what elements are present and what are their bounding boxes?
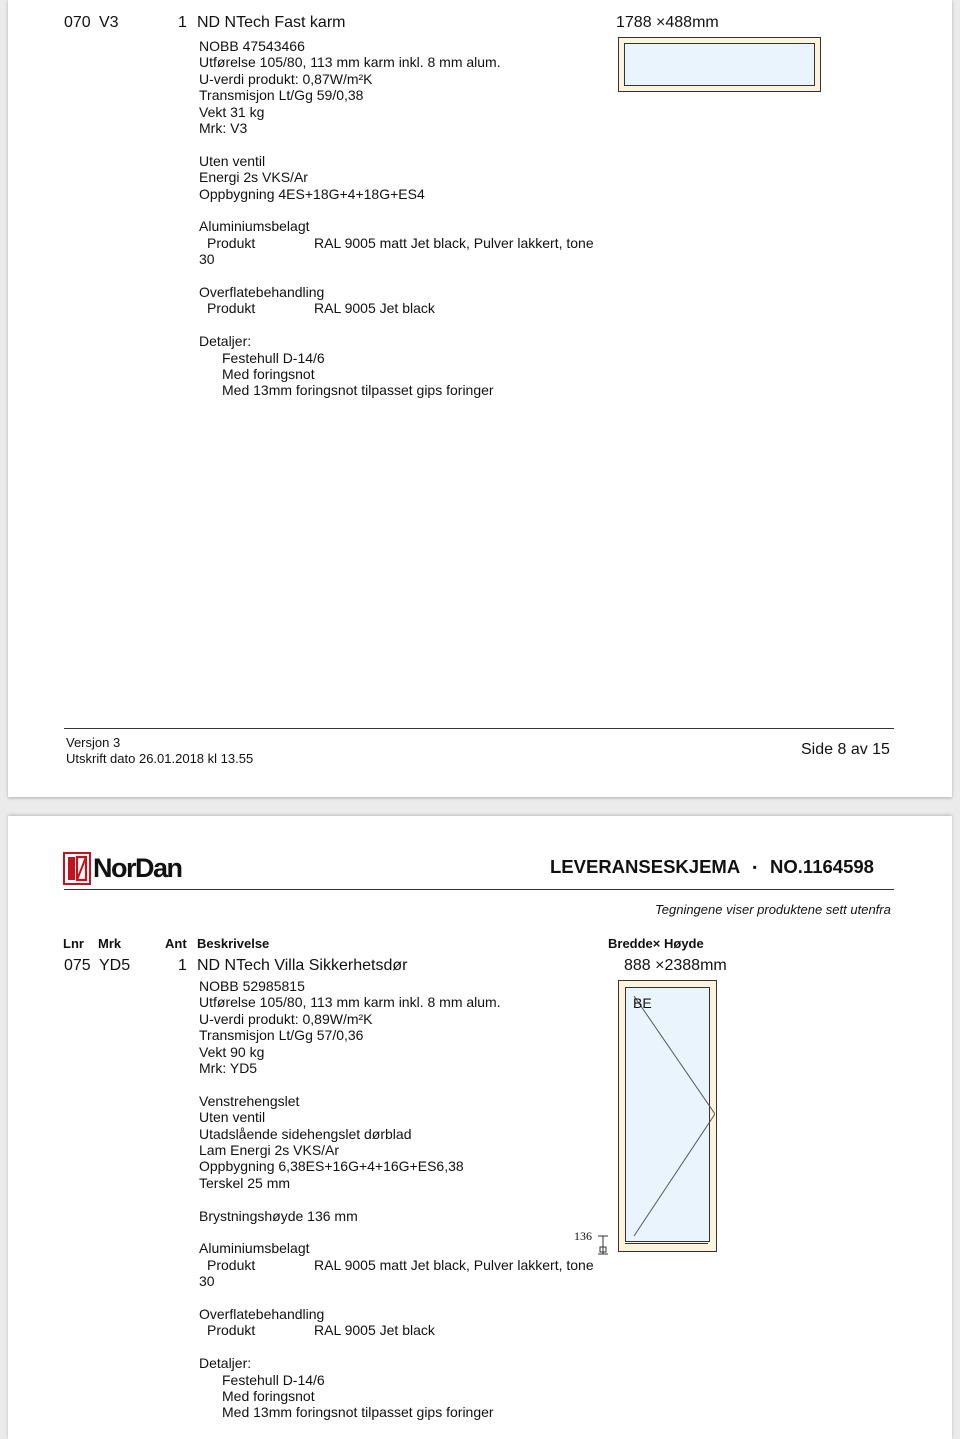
details-item: Festehull D-14/6: [222, 349, 325, 366]
spec-line: Transmisjon Lt/Gg 59/0,38: [199, 87, 364, 104]
spec-line: Utadslående sidehengslet dørblad: [199, 1125, 412, 1142]
logo-wordmark: NorDan: [93, 852, 182, 883]
item-mrk: V3: [99, 14, 119, 31]
item-size: 888 ×2388mm: [624, 957, 727, 974]
surface-label: Produkt: [207, 1322, 256, 1339]
surface-value: RAL 9005 Jet black: [314, 300, 435, 317]
alu-value-wrap: 30: [199, 1273, 215, 1290]
sill-dimension-label: 136: [574, 1229, 592, 1243]
footer-version: Versjon 3: [66, 735, 121, 750]
spec-line: Terskel 25 mm: [199, 1174, 291, 1191]
alu-label: Produkt: [207, 1256, 256, 1273]
footer-divider: [64, 728, 894, 729]
window-glass: [624, 43, 815, 86]
col-description: Beskrivelse: [197, 936, 270, 951]
opening-direction-lines: [618, 980, 715, 1250]
item-lnr: 070: [64, 14, 91, 31]
item-size: 1788 ×488mm: [616, 14, 719, 31]
item-ant: 1: [178, 14, 187, 31]
alu-heading: Aluminiumsbelagt: [199, 1240, 310, 1257]
spec-line: Vekt 90 kg: [199, 1043, 265, 1060]
document-title: [550, 856, 874, 878]
footer-page-number: Side 8 av 15: [801, 741, 890, 758]
details-item: Med foringsnot: [222, 366, 315, 383]
title-separator: ▪: [752, 860, 757, 874]
footer-print-date: Utskrift dato 26.01.2018 kl 13.55: [66, 751, 254, 766]
spec-line: Uten ventil: [199, 152, 266, 169]
surface-heading: Overflatebehandling: [199, 1306, 325, 1323]
alu-label: Produkt: [207, 234, 256, 251]
spec-line: Mrk: V3: [199, 120, 248, 137]
alu-value: RAL 9005 matt Jet black, Pulver lakkert, tone: [314, 1256, 594, 1273]
item-lnr: 075: [64, 957, 91, 974]
spec-line: Venstrehengslet: [199, 1092, 300, 1109]
surface-value: RAL 9005 Jet black: [314, 1322, 435, 1339]
spec-line: NOBB 47543466: [199, 38, 305, 54]
opening-code-label: BE: [633, 995, 652, 1011]
col-size: Bredde× Høyde: [608, 936, 704, 951]
nordan-logo: [63, 851, 182, 885]
spec-line: Transmisjon Lt/Gg 57/0,36: [199, 1027, 364, 1044]
spec-line: Vekt 31 kg: [199, 103, 265, 120]
alu-heading: Aluminiumsbelagt: [199, 218, 310, 235]
spec-line: U-verdi produkt: 0,87W/m²K: [199, 70, 373, 87]
spec-line: Lam Energi 2s VKS/Ar: [199, 1142, 340, 1159]
drawing-note: Tegningene viser produktene sett utenfra: [655, 902, 891, 917]
item-title: ND NTech Villa Sikkerhetsdør: [197, 957, 408, 974]
dimension-marker-icon: [596, 1234, 610, 1256]
alu-value-wrap: 30: [199, 251, 215, 268]
col-ant: Ant: [165, 936, 187, 951]
surface-label: Produkt: [207, 300, 256, 317]
document-page-8: [8, 0, 952, 797]
sill-height: Brystningshøyde 136 mm: [199, 1207, 358, 1224]
details-item: Med foringsnot: [222, 1388, 315, 1405]
item-spec-block: [199, 978, 594, 1421]
alu-value: RAL 9005 matt Jet black, Pulver lakkert, tone: [314, 234, 594, 251]
nordan-logo-icon: [63, 852, 91, 885]
document-page-9: [8, 816, 952, 1439]
spec-line: Utførelse 105/80, 113 mm karm inkl. 8 mm alum.: [199, 994, 501, 1011]
spec-line: Oppbygning 4ES+18G+4+18G+ES4: [199, 185, 425, 202]
item-spec-block: [199, 38, 594, 399]
document-number: NO.1164598: [770, 856, 874, 877]
spec-line: NOBB 52985815: [199, 978, 305, 994]
item-ant: 1: [178, 957, 187, 974]
spec-line: Uten ventil: [199, 1109, 266, 1126]
item-mrk: YD5: [99, 957, 131, 974]
document-title-text: LEVERANSESKJEMA: [550, 856, 740, 877]
spec-line: Mrk: YD5: [199, 1060, 258, 1077]
spec-line: Utførelse 105/80, 113 mm karm inkl. 8 mm alum.: [199, 54, 501, 71]
details-item: Festehull D-14/6: [222, 1371, 325, 1388]
surface-heading: Overflatebehandling: [199, 284, 325, 301]
spec-line: Energi 2s VKS/Ar: [199, 169, 308, 186]
details-item: Med 13mm foringsnot tilpasset gips foringer: [222, 1404, 494, 1421]
col-mrk: Mrk: [98, 936, 122, 951]
details-heading: Detaljer:: [199, 1355, 252, 1372]
spec-line: U-verdi produkt: 0,89W/m²K: [199, 1010, 373, 1027]
header-divider: [64, 889, 894, 890]
details-item: Med 13mm foringsnot tilpasset gips foringer: [222, 382, 494, 399]
spec-line: Oppbygning 6,38ES+16G+4+16G+ES6,38: [199, 1158, 464, 1175]
details-heading: Detaljer:: [199, 333, 252, 350]
fixed-window-drawing: [618, 37, 821, 92]
door-drawing: [618, 980, 717, 1252]
item-title: ND NTech Fast karm: [197, 14, 346, 31]
col-lnr: Lnr: [63, 936, 84, 951]
